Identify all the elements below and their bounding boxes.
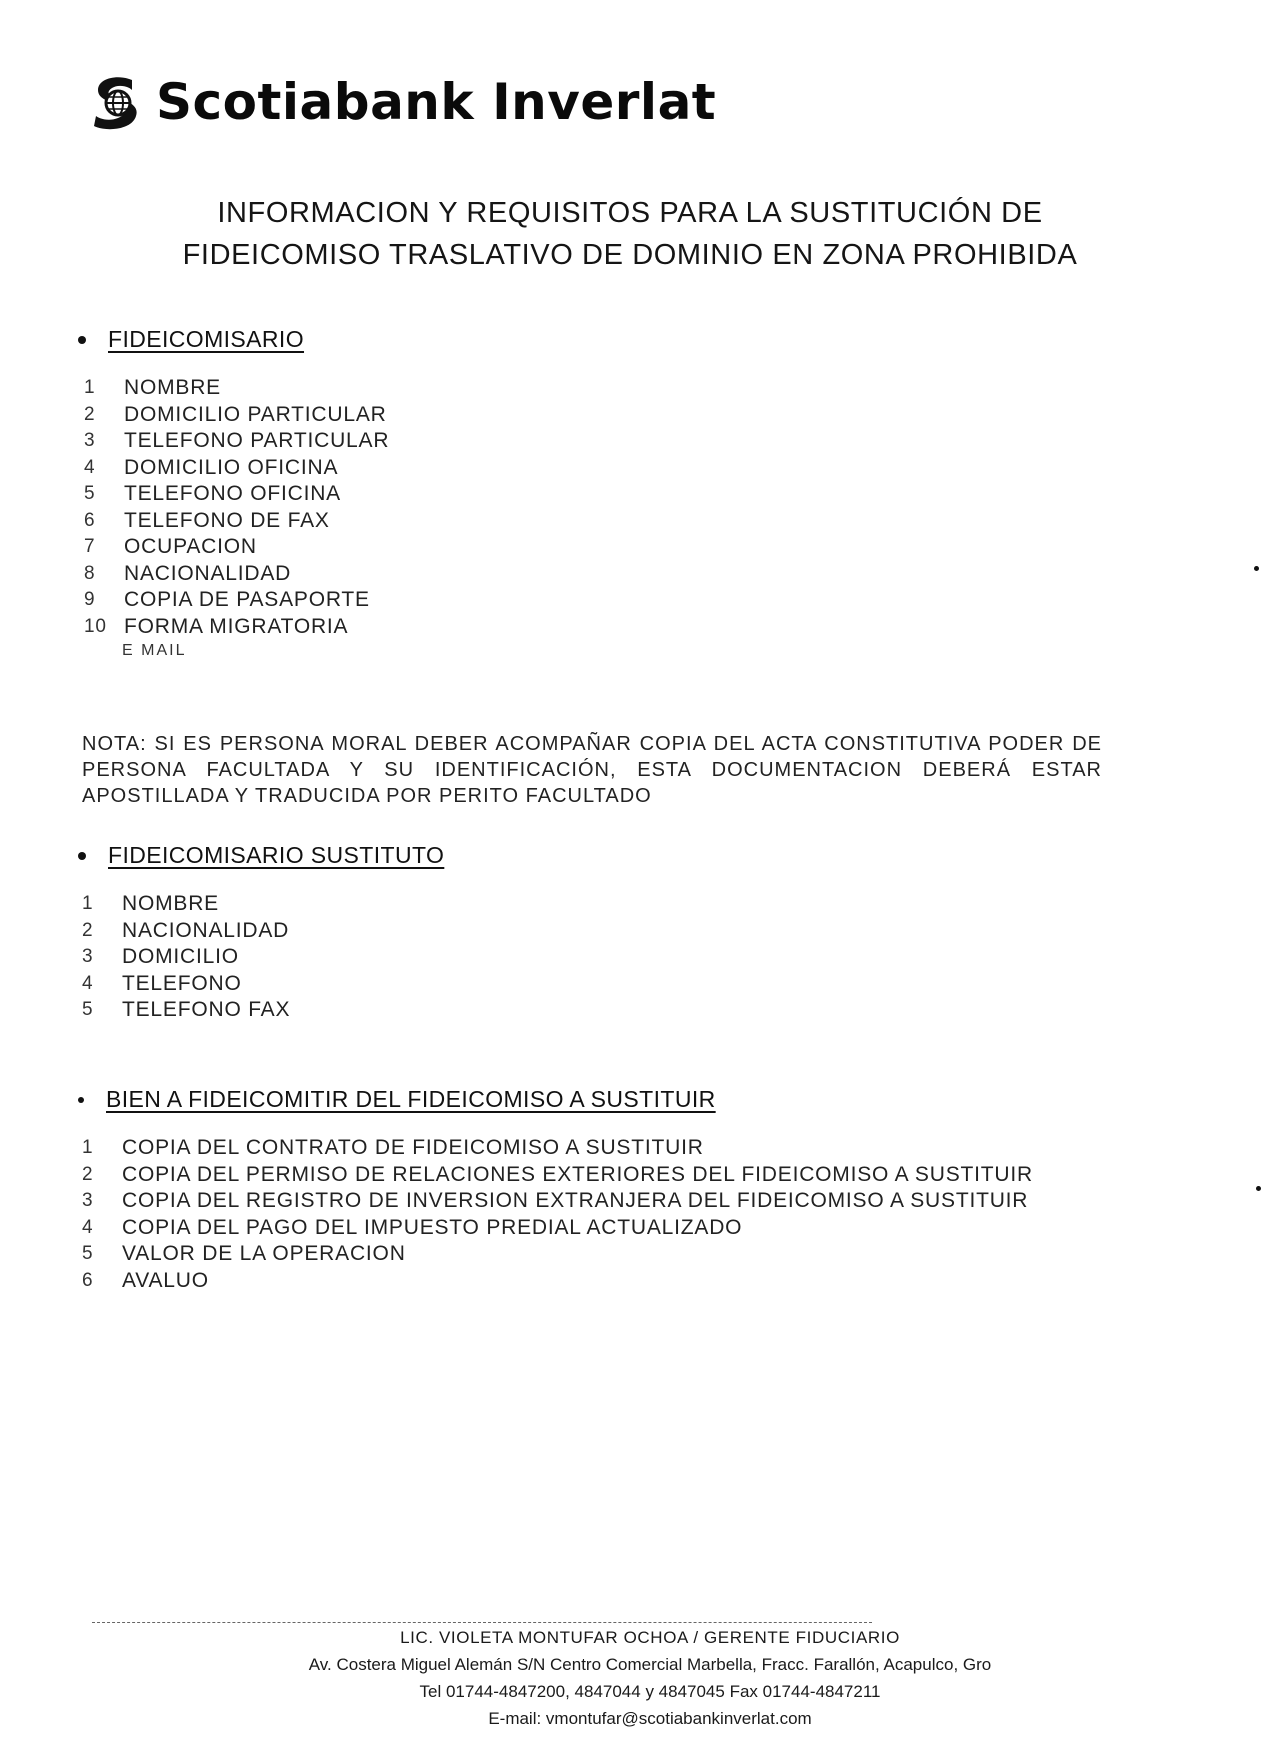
section-heading-label: FIDEICOMISARIO SUSTITUTO [108,842,445,868]
list-item: 7 OCUPACION [84,535,257,558]
section-heading [78,842,444,869]
list-item: 4 COPIA DEL PAGO DEL IMPUESTO PREDIAL ACTUALIZADO [82,1215,743,1239]
list-item: 1 NOMBRE [84,376,221,399]
list-item: 1 NOMBRE [82,892,219,915]
list-item: 5 VALOR DE LA OPERACION [82,1242,406,1265]
list-item: 3 DOMICILIO [82,945,239,968]
section-heading-label: FIDEICOMISARIO [108,326,305,352]
list-item: 2 DOMICILIO PARTICULAR [84,402,387,426]
list-item: 4 DOMICILIO OFICINA [84,455,339,479]
footer-phones: Tel 01744-4847200, 4847044 y 4847045 Fax 01744-4847211 [419,1682,881,1701]
footer-address: Av. Costera Miguel Alemán S/N Centro Comercial Marbella, Fracc. Farallón, Acapulco, Gro [308,1655,992,1674]
requirement-list [82,891,444,1024]
section-fideicomisario [78,326,389,662]
scan-speck [1254,566,1259,571]
brand-name: Scotiabank Inverlat [156,73,717,131]
list-item: 10 FORMA MIGRATORIA [84,614,349,638]
scan-speck [1256,1186,1261,1191]
bullet-icon [78,1097,84,1103]
section-heading [78,326,389,353]
bullet-icon [78,852,86,860]
list-item: 8 NACIONALIDAD [84,561,292,585]
list-item: 9 COPIA DE PASAPORTE [84,588,370,611]
title-line-2: FIDEICOMISO TRASLATIVO DE DOMINIO EN ZONA PROHIBIDA [182,239,1078,271]
list-item: 3 COPIA DEL REGISTRO DE INVERSION EXTRANJERA DEL FIDEICOMISO A SUSTITUIR [82,1189,1029,1212]
list-item: 4 TELEFONO [82,971,242,995]
section-heading-label: BIEN A FIDEICOMITIR DEL FIDEICOMISO A SUSTITUIR [106,1086,716,1112]
footer [150,1624,1150,1732]
page-title [60,192,1200,276]
list-item: 2 COPIA DEL PERMISO DE RELACIONES EXTERIORES DEL FIDEICOMISO A SUSTITUIR [82,1162,1033,1186]
note-paragraph: NOTA: SI ES PERSONA MORAL DEBER ACOMPAÑAR COPIA DEL ACTA CONSTITUTIVA PODER DE PERSONA FACULTADA Y SU IDENTIFICACIÓN, ESTA DOCUMENTACION DEBERÁ ESTAR APOSTILLADA Y TRADUCIDA POR PERITO FACULTADO [82,733,1102,807]
section-bien-a-fideicomitir [78,1086,1033,1294]
scotiabank-globe-icon [88,72,144,132]
footer-manager: LIC. VIOLETA MONTUFAR OCHOA / GERENTE FIDUCIARIO [400,1628,900,1647]
section-fideicomisario-sustituto [78,842,444,1024]
list-item: 5 TELEFONO FAX [82,998,291,1021]
requirement-list [82,1135,1033,1294]
list-item: 6 TELEFONO DE FAX [84,508,330,532]
footer-divider [92,1622,872,1623]
bullet-icon [78,336,86,344]
list-item: 6 AVALUO [82,1268,209,1292]
requirement-list [84,375,389,640]
section-heading [78,1086,1033,1113]
logo [88,72,716,132]
email-item: E MAIL [122,642,187,659]
footer-email: E-mail: vmontufar@scotiabankinverlat.com [488,1709,812,1728]
list-item: 2 NACIONALIDAD [82,918,290,942]
list-item: 3 TELEFONO PARTICULAR [84,429,390,452]
list-item: 5 TELEFONO OFICINA [84,482,341,505]
list-item: 1 COPIA DEL CONTRATO DE FIDEICOMISO A SUSTITUIR [82,1136,704,1159]
title-line-1: INFORMACION Y REQUISITOS PARA LA SUSTITUCIÓN DE [217,197,1043,229]
